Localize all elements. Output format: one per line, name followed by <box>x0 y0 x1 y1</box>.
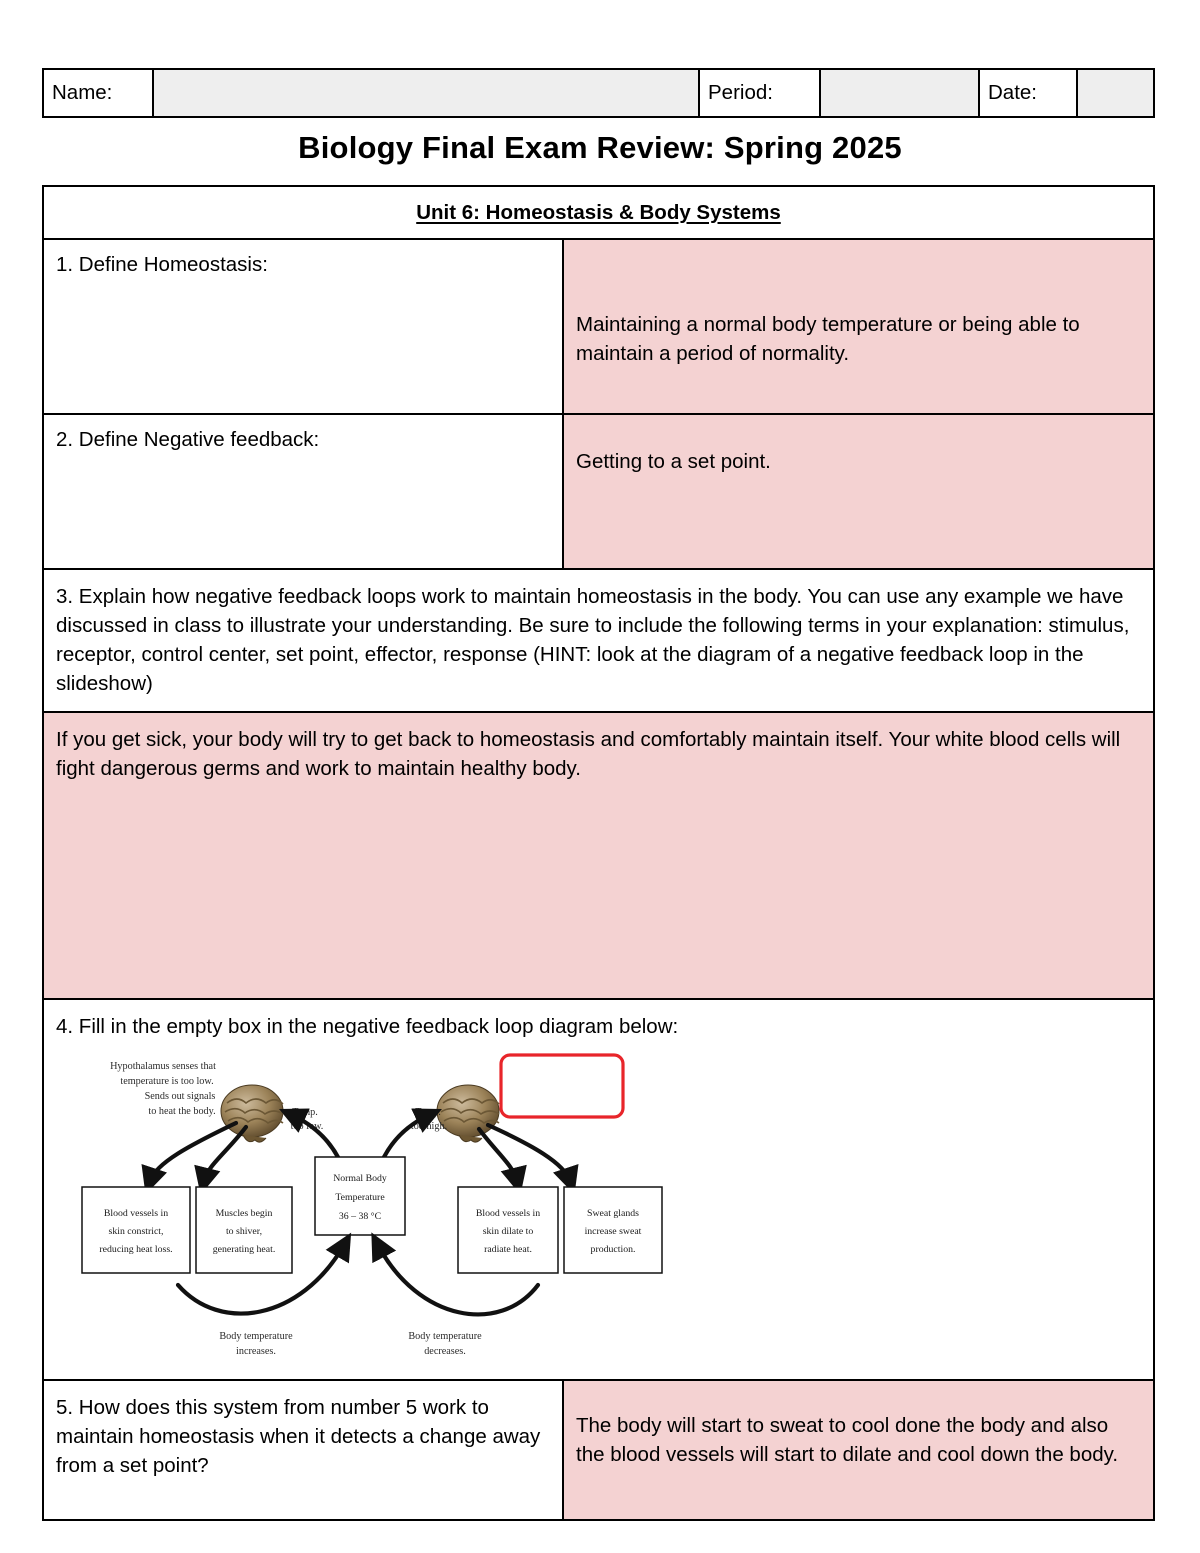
name-input[interactable] <box>153 69 699 117</box>
temp-too-low-line2: too low. <box>290 1120 324 1132</box>
body-temp-increases-line2: increases. <box>236 1345 276 1357</box>
blank-answer-box[interactable] <box>501 1055 623 1117</box>
question-4-cell <box>43 999 1154 1380</box>
normal-temp-line1: Normal Body <box>333 1172 387 1184</box>
effector-box-shiver <box>196 1187 292 1273</box>
hypothalamus-caption-line1: Hypothalamus senses that <box>110 1060 216 1072</box>
temp-too-high-line2: too high. <box>410 1120 448 1132</box>
period-input[interactable] <box>820 69 979 117</box>
question-row-3-prompt <box>43 569 1154 711</box>
name-label: Name: <box>43 69 153 117</box>
shiver-line1: Muscles begin <box>215 1207 273 1219</box>
shiver-line2: to shiver, <box>225 1225 263 1237</box>
vasodilate-line1: Blood vessels in <box>475 1207 541 1219</box>
body-temp-increases-line1: Body temperature <box>219 1330 293 1342</box>
body-temp-decreases-line2: decreases. <box>424 1345 466 1357</box>
question-row-1 <box>43 239 1154 414</box>
effector-box-vasodilate <box>458 1187 558 1273</box>
negative-feedback-loop-diagram <box>70 1053 690 1373</box>
question-row-3-answer <box>43 712 1154 999</box>
effector-box-vasoconstrict <box>82 1187 190 1273</box>
student-info-bar <box>42 68 1155 118</box>
question-2-answer[interactable]: Getting to a set point. <box>563 414 1154 569</box>
brain-icon-right <box>437 1085 499 1142</box>
vasoconstrict-line1: Blood vessels in <box>103 1207 169 1219</box>
body-temp-decreases-line1: Body temperature <box>408 1330 482 1342</box>
date-input[interactable] <box>1077 69 1154 117</box>
question-5-answer[interactable]: The body will start to sweat to cool done the body and also the blood vessels will start to dilate and cool down the body. <box>563 1380 1154 1520</box>
question-4-prompt: 4. Fill in the empty box in the negative feedback loop diagram below: <box>56 1014 679 1038</box>
temp-too-high-line1: Temp. <box>415 1106 441 1118</box>
page-title: Biology Final Exam Review: Spring 2025 <box>298 130 902 165</box>
question-2-prompt: 2. Define Negative feedback: <box>43 414 563 569</box>
date-label: Date: <box>979 69 1077 117</box>
vasodilate-line3: radiate heat. <box>484 1243 532 1255</box>
unit-header-cell <box>43 186 1154 239</box>
normal-temp-line3: 36 – 38 °C <box>338 1210 382 1222</box>
student-info-row <box>43 69 1154 117</box>
question-row-4 <box>43 999 1154 1380</box>
vasodilate-line2: skin dilate to <box>482 1225 534 1237</box>
question-1-prompt: 1. Define Homeostasis: <box>43 239 563 414</box>
vasoconstrict-line2: skin constrict, <box>108 1225 164 1237</box>
hypothalamus-caption-line2: temperature is too low. <box>120 1075 214 1087</box>
question-5-prompt: 5. How does this system from number 5 work to maintain homeostasis when it detects a change away from a set point? <box>43 1380 563 1520</box>
diagram-svg <box>70 1053 690 1373</box>
sweat-line2: increase sweat <box>584 1225 642 1237</box>
question-row-5 <box>43 1380 1154 1520</box>
review-table <box>42 185 1155 1521</box>
unit-header-row <box>43 186 1154 239</box>
sweat-line1: Sweat glands <box>587 1207 639 1219</box>
brain-icon-left <box>221 1085 283 1142</box>
temp-too-low-line1: Temp. <box>292 1106 318 1118</box>
set-point-box-normal-temperature <box>315 1157 405 1235</box>
question-1-answer[interactable]: Maintaining a normal body temperature or being able to maintain a period of normality. <box>563 239 1154 414</box>
question-3-prompt: 3. Explain how negative feedback loops work to maintain homeostasis in the body. You can use any example we have discussed in class to illustrate your understanding. Be sure to include the following terms in your explanation: stimulus, receptor, control center, set point, effector, response (HINT: look at the diagram of a negative feedback loop in the slideshow) <box>43 569 1154 711</box>
vasoconstrict-line3: reducing heat loss. <box>99 1243 173 1255</box>
question-row-2 <box>43 414 1154 569</box>
normal-temp-line2: Temperature <box>335 1191 385 1203</box>
effector-box-sweat <box>564 1187 662 1273</box>
sweat-line3: production. <box>590 1243 636 1255</box>
unit-header-text: Unit 6: Homeostasis & Body Systems <box>416 201 781 224</box>
hypothalamus-caption-line4: to heat the body. <box>148 1105 216 1117</box>
period-label: Period: <box>699 69 820 117</box>
question-3-answer[interactable]: If you get sick, your body will try to get back to homeostasis and comfortably maintain itself. Your white blood cells will fight dangerous germs and work to maintain healthy body. <box>43 712 1154 999</box>
hypothalamus-caption-line3: Sends out signals <box>144 1090 216 1102</box>
shiver-line3: generating heat. <box>212 1243 276 1255</box>
